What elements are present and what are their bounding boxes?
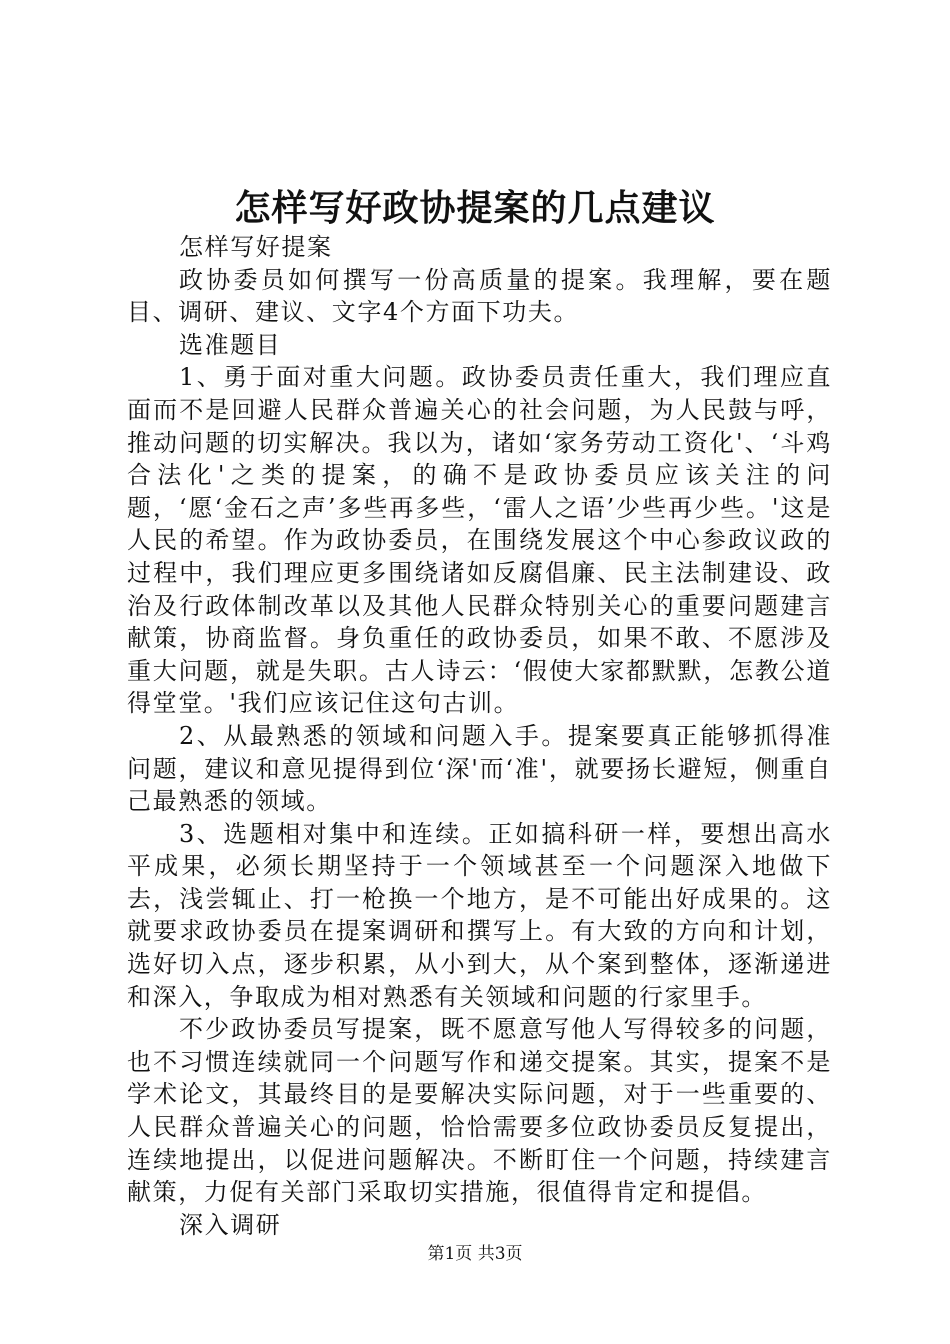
document-body bbox=[127, 231, 832, 1241]
paragraph: 政协委员如何撰写一份高质量的提案。我理解，要在题目、调研、建议、文字4个方面下功夫。 bbox=[127, 265, 832, 327]
page-number-footer: 第1页 共3页 bbox=[427, 1244, 523, 1264]
section-heading: 深入调研 bbox=[179, 1210, 282, 1239]
paragraph: 2、从最熟悉的领域和问题入手。提案要真正能够抓得准问题，建议和意见提得到位‘深'而‘准'，就要扬长避短，侧重自己最熟悉的领域。 bbox=[127, 721, 832, 816]
document-title: 怎样写好政协提案的几点建议 bbox=[234, 187, 716, 229]
paragraph: 不少政协委员写提案，既不愿意写他人写得较多的问题，也不习惯连续就同一个问题写作和递交提案。其实，提案不是学术论文，其最终目的是要解决实际问题，对于一些重要的、人民群众普遍关心的问题，恰恰需要多位政协委员反复提出，连续地提出，以促进问题解决。不断盯住一个问题，持续建言献策，力促有关部门采取切实措施，很值得肯定和提倡。 bbox=[127, 1015, 832, 1207]
section-heading: 怎样写好提案 bbox=[179, 233, 333, 261]
paragraph: 3、选题相对集中和连续。正如搞科研一样，要想出高水平成果，必须长期坚持于一个领域甚至一个问题深入地做下去，浅尝辄止、打一枪换一个地方，是不可能出好成果的。这就要求政协委员在提案调研和撰写上。有大致的方向和计划，选好切入点，逐步积累，从小到大，从个案到整体，逐渐递进和深入，争取成为相对熟悉有关领域和问题的行家里手。 bbox=[127, 819, 832, 1011]
paragraph: 1、勇于面对重大问题。政协委员责任重大，我们理应直面而不是回避人民群众普遍关心的社会问题，为人民鼓与呼，推动问题的切实解决。我以为，诸如‘家务劳动工资化'、‘斗鸡合法化'之类的提案，的确不是政协委员应该关注的问题，‘愿‘金石之声’多些再多些，‘雷人之语’少些再少些。'这是人民的希望。作为政协委员，在围绕发展这个中心参政议政的过程中，我们理应更多围绕诸如反腐倡廉、民主法制建设、政治及行政体制改革以及其他人民群众特别关心的重要问题建言献策，协商监督。身负重任的政协委员，如果不敢、不愿涉及重大问题，就是失职。古人诗云：‘假使大家都默默，怎教公道得堂堂。'我们应该记住这句古训。 bbox=[127, 363, 832, 718]
section-heading: 选准题目 bbox=[179, 330, 282, 359]
